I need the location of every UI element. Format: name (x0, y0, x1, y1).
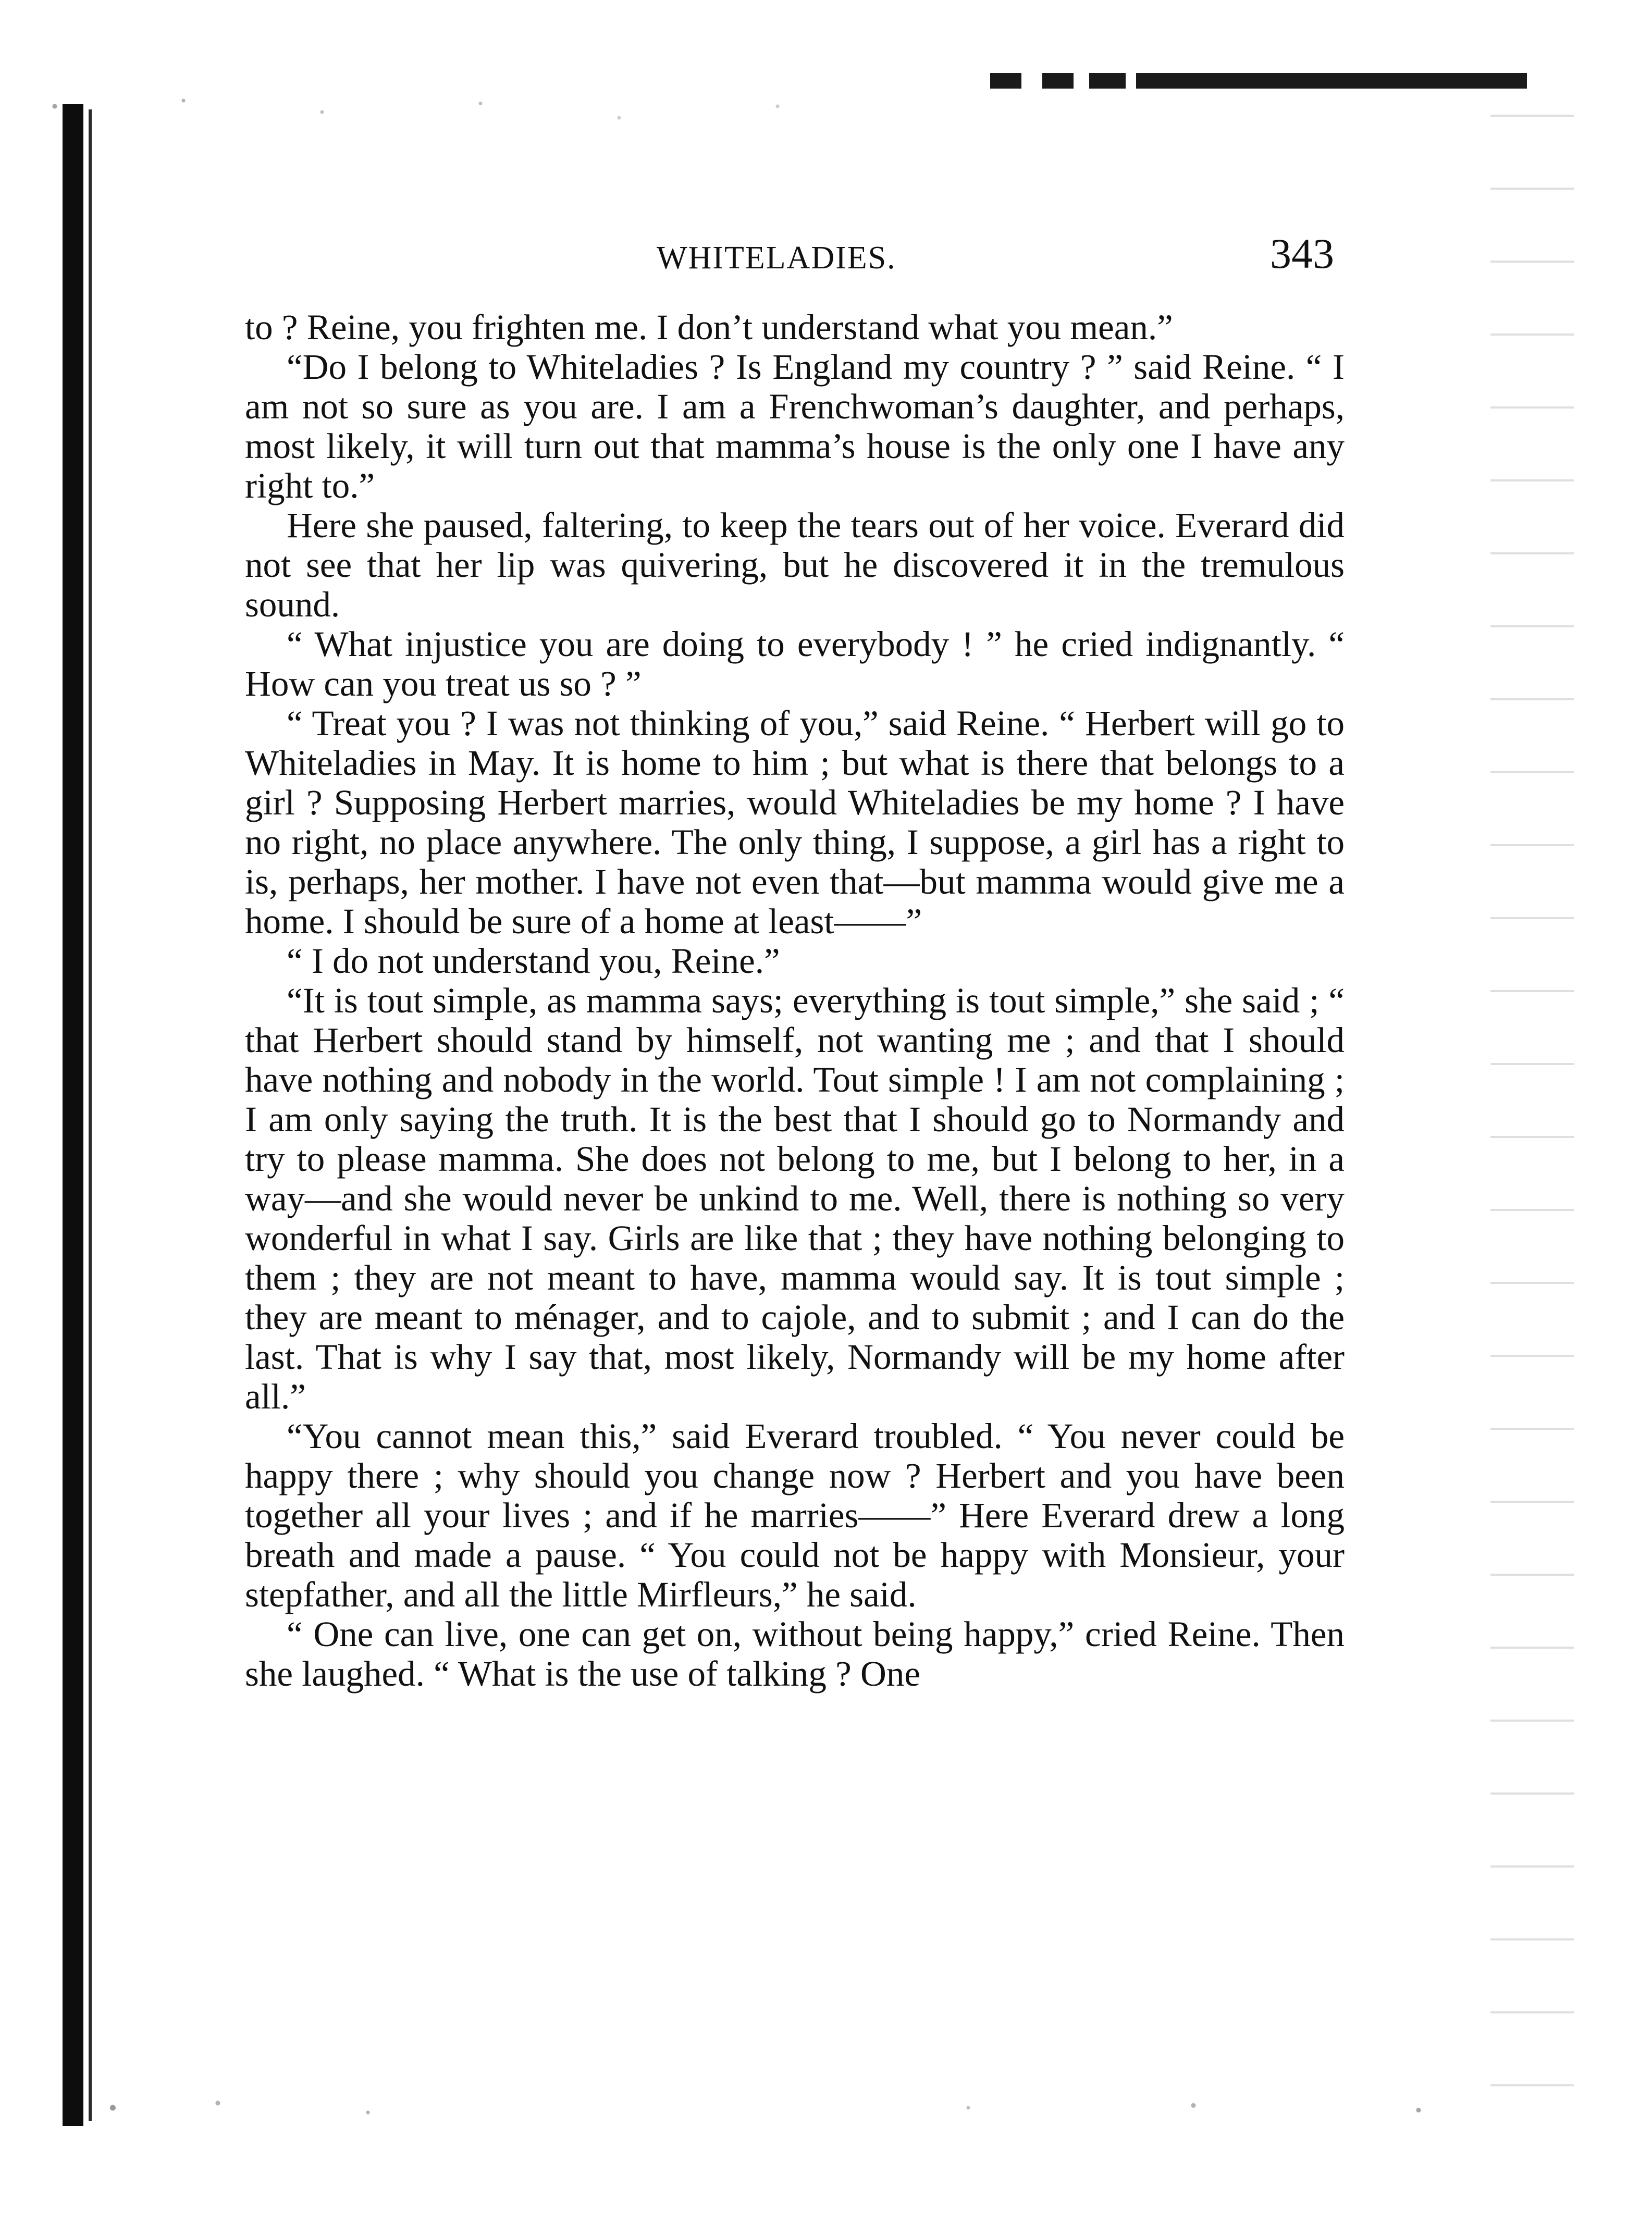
paragraph: to ? Reine, you frighten me. I don’t understand what you mean.” (245, 307, 1173, 347)
paragraph: “ I do not understand you, Reine.” (287, 941, 780, 981)
running-title: WHITELADIES. (657, 240, 896, 276)
binding-edge-line (89, 109, 92, 2121)
body-text (245, 307, 1345, 1694)
scan-speckle-bottom (68, 2084, 1569, 2131)
paragraph: “Do I belong to Whiteladies ? Is England my country ? ” said Reine. “ I am not so sure as you are. I am a Frenchwoman’s daughter, and perhaps, most likely, it will turn out that mamma’s house is the only one I have any right to.” (245, 347, 1345, 505)
paragraph: “ One can live, one can get on, without being happy,” cried Reine. Then she laughed. “ What is the use of talking ? One (245, 1614, 1345, 1694)
running-header (292, 229, 1334, 292)
scan-edge-gap (1074, 73, 1089, 89)
paragraph: “ Treat you ? I was not thinking of you,” said Reine. “ Herbert will go to Whiteladies in May. It is home to him ; but what is there that belongs to a girl ? Supposing Herbert marries, would Whiteladies be my home ? I have no right, no place anywhere. The only thing, I suppose, a girl has a right to is, perhaps, her mother. I have not even that—but mamma would give me a home. I should be sure of a home at least——” (245, 703, 1345, 941)
scan-edge-bar (990, 73, 1527, 89)
scan-edge-right (1490, 83, 1574, 2116)
scan-edge-gap (1021, 73, 1042, 89)
paragraph: “ What injustice you are doing to everybody ! ” he cried indignantly. “ How can you treat us so ? ” (245, 624, 1345, 703)
binding-edge (63, 104, 83, 2126)
scan-speckle-top (5, 83, 995, 141)
paragraph: “It is tout simple, as mamma says; everything is tout simple,” she said ; “ that Herbert should stand by himself, not wanting me ; and that I should have nothing and nobody in the world. Tout simple ! I am not complaining ; I am only saying the truth. It is the best that I should go to Normandy and try to please mamma. She does not belong to me, but I belong to her, in a way—and she would never be unkind to me. Well, there is nothing so very wonderful in what I say. Girls are like that ; they have nothing belonging to them ; they are not meant to have, mamma would say. It is tout simple ; they are meant to ménager, and to cajole, and to submit ; and I can do the last. That is why I say that, most likely, Normandy will be my home after all.” (245, 981, 1345, 1416)
paragraph: Here she paused, faltering, to keep the tears out of her voice. Everard did not see that her lip was quivering, but he discovered it in the tremulous sound. (245, 505, 1345, 624)
page-number: 343 (1270, 230, 1334, 277)
paragraph: “You cannot mean this,” said Everard troubled. “ You never could be happy there ; why should you change now ? Herbert and you have been together all your lives ; and if he marries——” Here Everard drew a long breath and made a pause. “ You could not be happy with Monsieur, your stepfather, and all the little Mirfleurs,” he said. (245, 1416, 1345, 1614)
scan-edge-gap (1126, 73, 1136, 89)
